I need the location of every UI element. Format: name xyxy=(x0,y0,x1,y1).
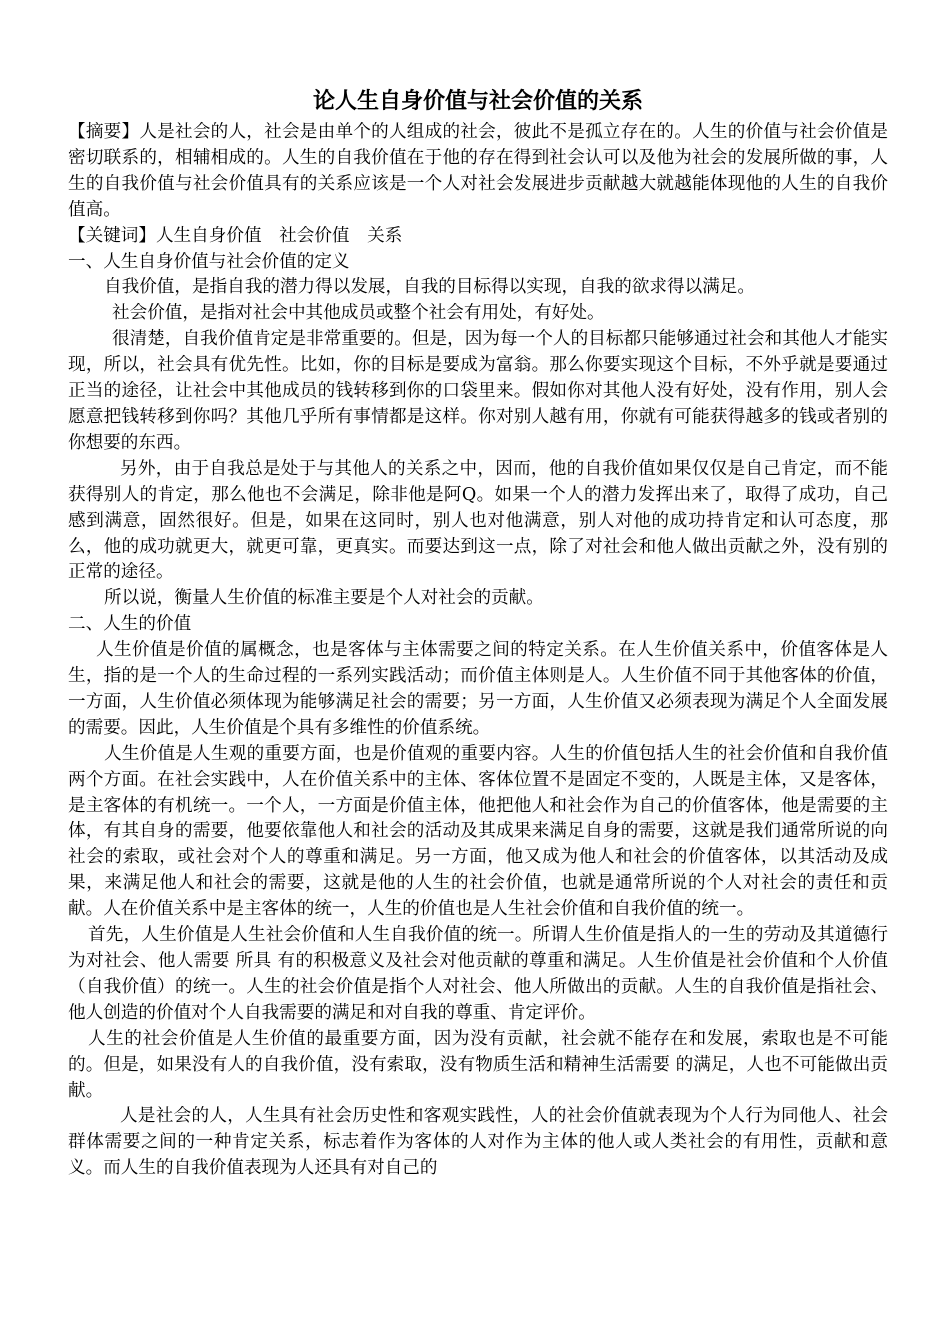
body-paragraph: 很清楚，自我价值肯定是非常重要的。但是，因为每一个人的目标都只能够通过社会和其他人才能实现，所以，社会具有优先性。比如，你的目标是要成为富翁。那么你要实现这个目标，不外乎就是要通过正当的途径，让社会中其他成员的钱转移到你的口袋里来。假如你对其他人没有好处，没有作用，别人会愿意把钱转移到你吗？其他几乎所有事情都是这样。你对别人越有用，你就有可能获得越多的钱或者别的你想要的东西。 xyxy=(68,329,888,453)
section-heading-1: 一、人生自身价值与社会价值的定义 xyxy=(68,251,350,272)
body-paragraph: 人生价值是人生观的重要方面，也是价值观的重要内容。人生的价值包括人生的社会价值和自我价值两个方面。在社会实践中，人在价值关系中的主体、客体位置不是固定不变的，人既是主体，又是客体，是主客体的有机统一。一个人，一方面是价值主体，他把他人和社会作为自己的价值客体，他是需要的主体，有其自身的需要，他要依靠他人和社会的活动及其成果来满足自身的需要，这就是我们通常所说的向社会的索取，或社会对个人的尊重和满足。另一方面，他又成为他人和社会的价值客体，以其活动及成果，来满足他人和社会的需要，这就是他的人生的社会价值，也就是通常所说的个人对社会的责任和贡献。人在价值关系中是主客体的统一，人生的价值也是人生社会价值和自我价值的统一。 xyxy=(68,743,888,920)
body-paragraph: 人生价值是价值的属概念，也是客体与主体需要之间的特定关系。在人生价值关系中，价值客体是人生，指的是一个人的生命过程的一系列实践活动；而价值主体则是人。人生价值不同于其他客体的价值，一方面，人生价值必须体现为能够满足社会的需要；另一方面，人生价值又必须表现为满足个人全面发展的需要。因此，人生价值是个具有多维性的价值系统。 xyxy=(68,640,888,738)
abstract-paragraph: 【摘要】人是社会的人，社会是由单个的人组成的社会，彼此不是孤立存在的。人生的价值与社会价值是密切联系的，相辅相成的。人生的自我价值在于他的存在得到社会认可以及他为社会的发展所做的事，人生的自我价值与社会价值具有的关系应该是一个人对社会发展进步贡献越大就越能体现他的人生的自我价值高。 xyxy=(68,122,888,220)
body-paragraph: 所以说，衡量人生价值的标准主要是个人对社会的贡献。 xyxy=(104,588,544,609)
body-paragraph: 首先，人生价值是人生社会价值和人生自我价值的统一。所谓人生价值是指人的一生的劳动及其道德行为对社会、他人需要 所具 有的积极意义及社会对他贡献的尊重和满足。人生价值是社会价值和个人价值（自我价值）的统一。人生的社会价值是指个人对社会、他人所做出的贡献。人生的自我价值是指社会、他人创造的价值对个人自我需要的满足和对自我的尊重、肯定评价。 xyxy=(68,925,888,1023)
section-heading-2: 二、人生的价值 xyxy=(68,614,192,635)
body-paragraph: 社会价值，是指对社会中其他成员或整个社会有用处，有好处。 xyxy=(112,303,605,324)
body-paragraph: 自我价值，是指自我的潜力得以发展，自我的目标得以实现，自我的欲求得以满足。 xyxy=(104,277,755,298)
document-page xyxy=(68,86,888,1182)
keywords-line: 【关键词】人生自身价值 社会价值 关系 xyxy=(68,225,403,246)
body-paragraph: 另外，由于自我总是处于与其他人的关系之中，因而，他的自我价值如果仅仅是自己肯定，而不能获得别人的肯定，那么他也不会满足，除非他是阿Q。如果一个人的潜力发挥出来了，取得了成功，自己感到满意，固然很好。但是，如果在这同时，别人也对他满意，别人对他的成功持肯定和认可态度，那么，他的成功就更大，就更可靠，更真实。而要达到这一点，除了对社会和他人做出贡献之外，没有别的正常的途径。 xyxy=(68,458,888,583)
body-paragraph: 人生的社会价值是人生价值的最重要方面，因为没有贡献，社会就不能存在和发展，索取也是不可能的。但是，如果没有人的自我价值，没有索取，没有物质生活和精神生活需要 的满足，人也不可能做出贡献。 xyxy=(68,1028,888,1101)
document-title: 论人生自身价值与社会价值的关系 xyxy=(312,88,643,114)
body-paragraph: 人是社会的人，人生具有社会历史性和客观实践性，人的社会价值就表现为个人行为同他人、社会群体需要之间的一种肯定关系，标志着作为客体的人对作为主体的他人或人类社会的有用性，贡献和意义。而人生的自我价值表现为人还具有对自己的 xyxy=(68,1106,888,1179)
